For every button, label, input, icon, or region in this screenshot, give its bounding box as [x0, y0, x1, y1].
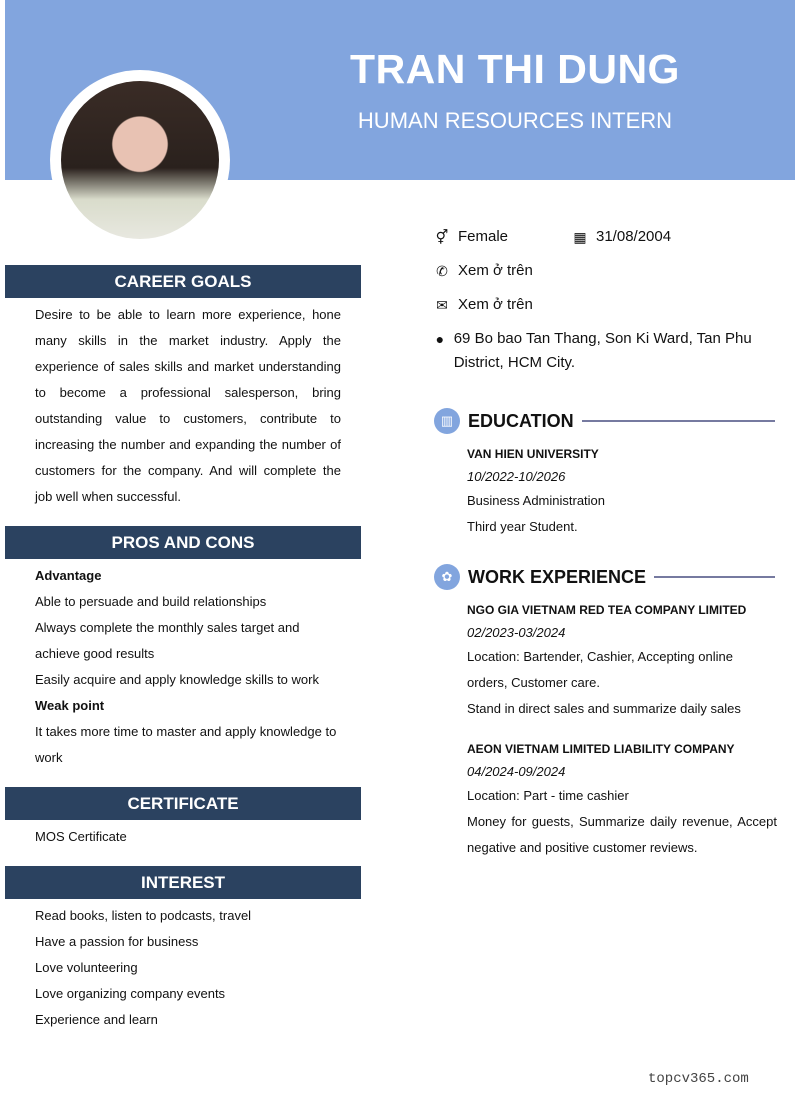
education-major: Business Administration — [467, 493, 606, 508]
career-goals-text: Desire to be able to learn more experience, hone many skills in the market industry. Apply the experience of sales skills and market understanding to become a professional salesperson, bring outstanding value to customers, contribute to increasing the number and expanding the number of customers for the company. And will complete the job well when successful. — [35, 307, 341, 504]
gender-row — [434, 225, 508, 249]
job-detail: Location: Bartender, Cashier, Accepting online orders, Customer care. — [467, 649, 733, 690]
interest-heading: INTEREST — [5, 866, 361, 899]
map-pin-icon: ● — [435, 331, 445, 347]
list-item: Experience and learn — [35, 1012, 158, 1027]
phone-row — [434, 259, 533, 283]
list-item: Love organizing company events — [35, 986, 226, 1001]
calendar-icon: ▦ — [573, 229, 587, 245]
birthday-value: 31/08/2004 — [596, 228, 672, 245]
list-item: Always complete the monthly sales target and achieve good results — [35, 620, 300, 661]
list-item: Have a passion for business — [35, 934, 199, 949]
company-name: AEON VIETNAM LIMITED LIABILITY COMPANY — [467, 742, 735, 756]
gender-value: Female — [458, 228, 509, 245]
email-row — [434, 293, 533, 317]
job-detail: Money for guests, Summarize daily revenue, Accept negative and positive customer reviews. — [467, 814, 777, 855]
education-entry — [467, 442, 777, 540]
pros-cons-heading: PROS AND CONS — [5, 526, 361, 559]
certificate-heading: CERTIFICATE — [5, 787, 361, 820]
envelope-icon: ✉ — [436, 297, 448, 313]
list-item: Easily acquire and apply knowledge skills to work — [35, 672, 319, 687]
phone-value: Xem ở trên — [458, 262, 533, 279]
career-goals-heading: CAREER GOALS — [5, 265, 361, 298]
book-icon: ▥ — [434, 408, 460, 434]
candidate-name: TRAN THI DUNG — [350, 46, 680, 92]
watermark: topcv365.com — [648, 1071, 749, 1087]
email-value: Xem ở trên — [458, 296, 533, 313]
divider — [654, 576, 775, 578]
profile-photo — [61, 81, 219, 239]
divider — [582, 420, 775, 422]
work-title: WORK EXPERIENCE — [468, 566, 647, 587]
list-item: It takes more time to master and apply knowledge to work — [35, 724, 337, 765]
phone-icon: ✆ — [436, 263, 448, 279]
work-entry — [467, 737, 777, 861]
work-entry — [467, 598, 777, 722]
school-name: VAN HIEN UNIVERSITY — [467, 447, 599, 461]
birthday-row — [572, 225, 671, 249]
list-item: Read books, listen to podcasts, travel — [35, 908, 252, 923]
education-note: Third year Student. — [467, 519, 578, 534]
work-heading — [434, 563, 775, 591]
weak-point-label: Weak point — [35, 698, 105, 713]
job-title: HUMAN RESOURCES INTERN — [357, 108, 673, 133]
list-item: Able to persuade and build relationships — [35, 594, 267, 609]
address-value: 69 Bo bao Tan Thang, Son Ki Ward, Tan Phu District, HCM City. — [453, 330, 752, 371]
job-detail: Location: Part - time cashier — [467, 788, 629, 803]
list-item: MOS Certificate — [35, 829, 127, 844]
job-detail: Stand in direct sales and summarize daily sales — [467, 701, 741, 716]
list-item: Love volunteering — [35, 960, 138, 975]
avatar — [50, 70, 230, 250]
education-heading — [434, 407, 775, 435]
pros-cons-list — [35, 563, 341, 771]
certificate-list — [35, 824, 341, 850]
address-row — [434, 327, 764, 375]
company-name: NGO GIA VIETNAM RED TEA COMPANY LIMITED — [467, 603, 747, 617]
education-title: EDUCATION — [468, 410, 574, 431]
job-dates: 04/2024-09/2024 — [467, 764, 566, 779]
education-dates: 10/2022-10/2026 — [467, 469, 566, 484]
gear-icon: ✿ — [434, 564, 460, 590]
job-dates: 02/2023-03/2024 — [467, 625, 566, 640]
interest-list — [35, 903, 341, 1033]
gender-icon: ⚥ — [435, 229, 449, 245]
advantage-label: Advantage — [35, 568, 102, 583]
